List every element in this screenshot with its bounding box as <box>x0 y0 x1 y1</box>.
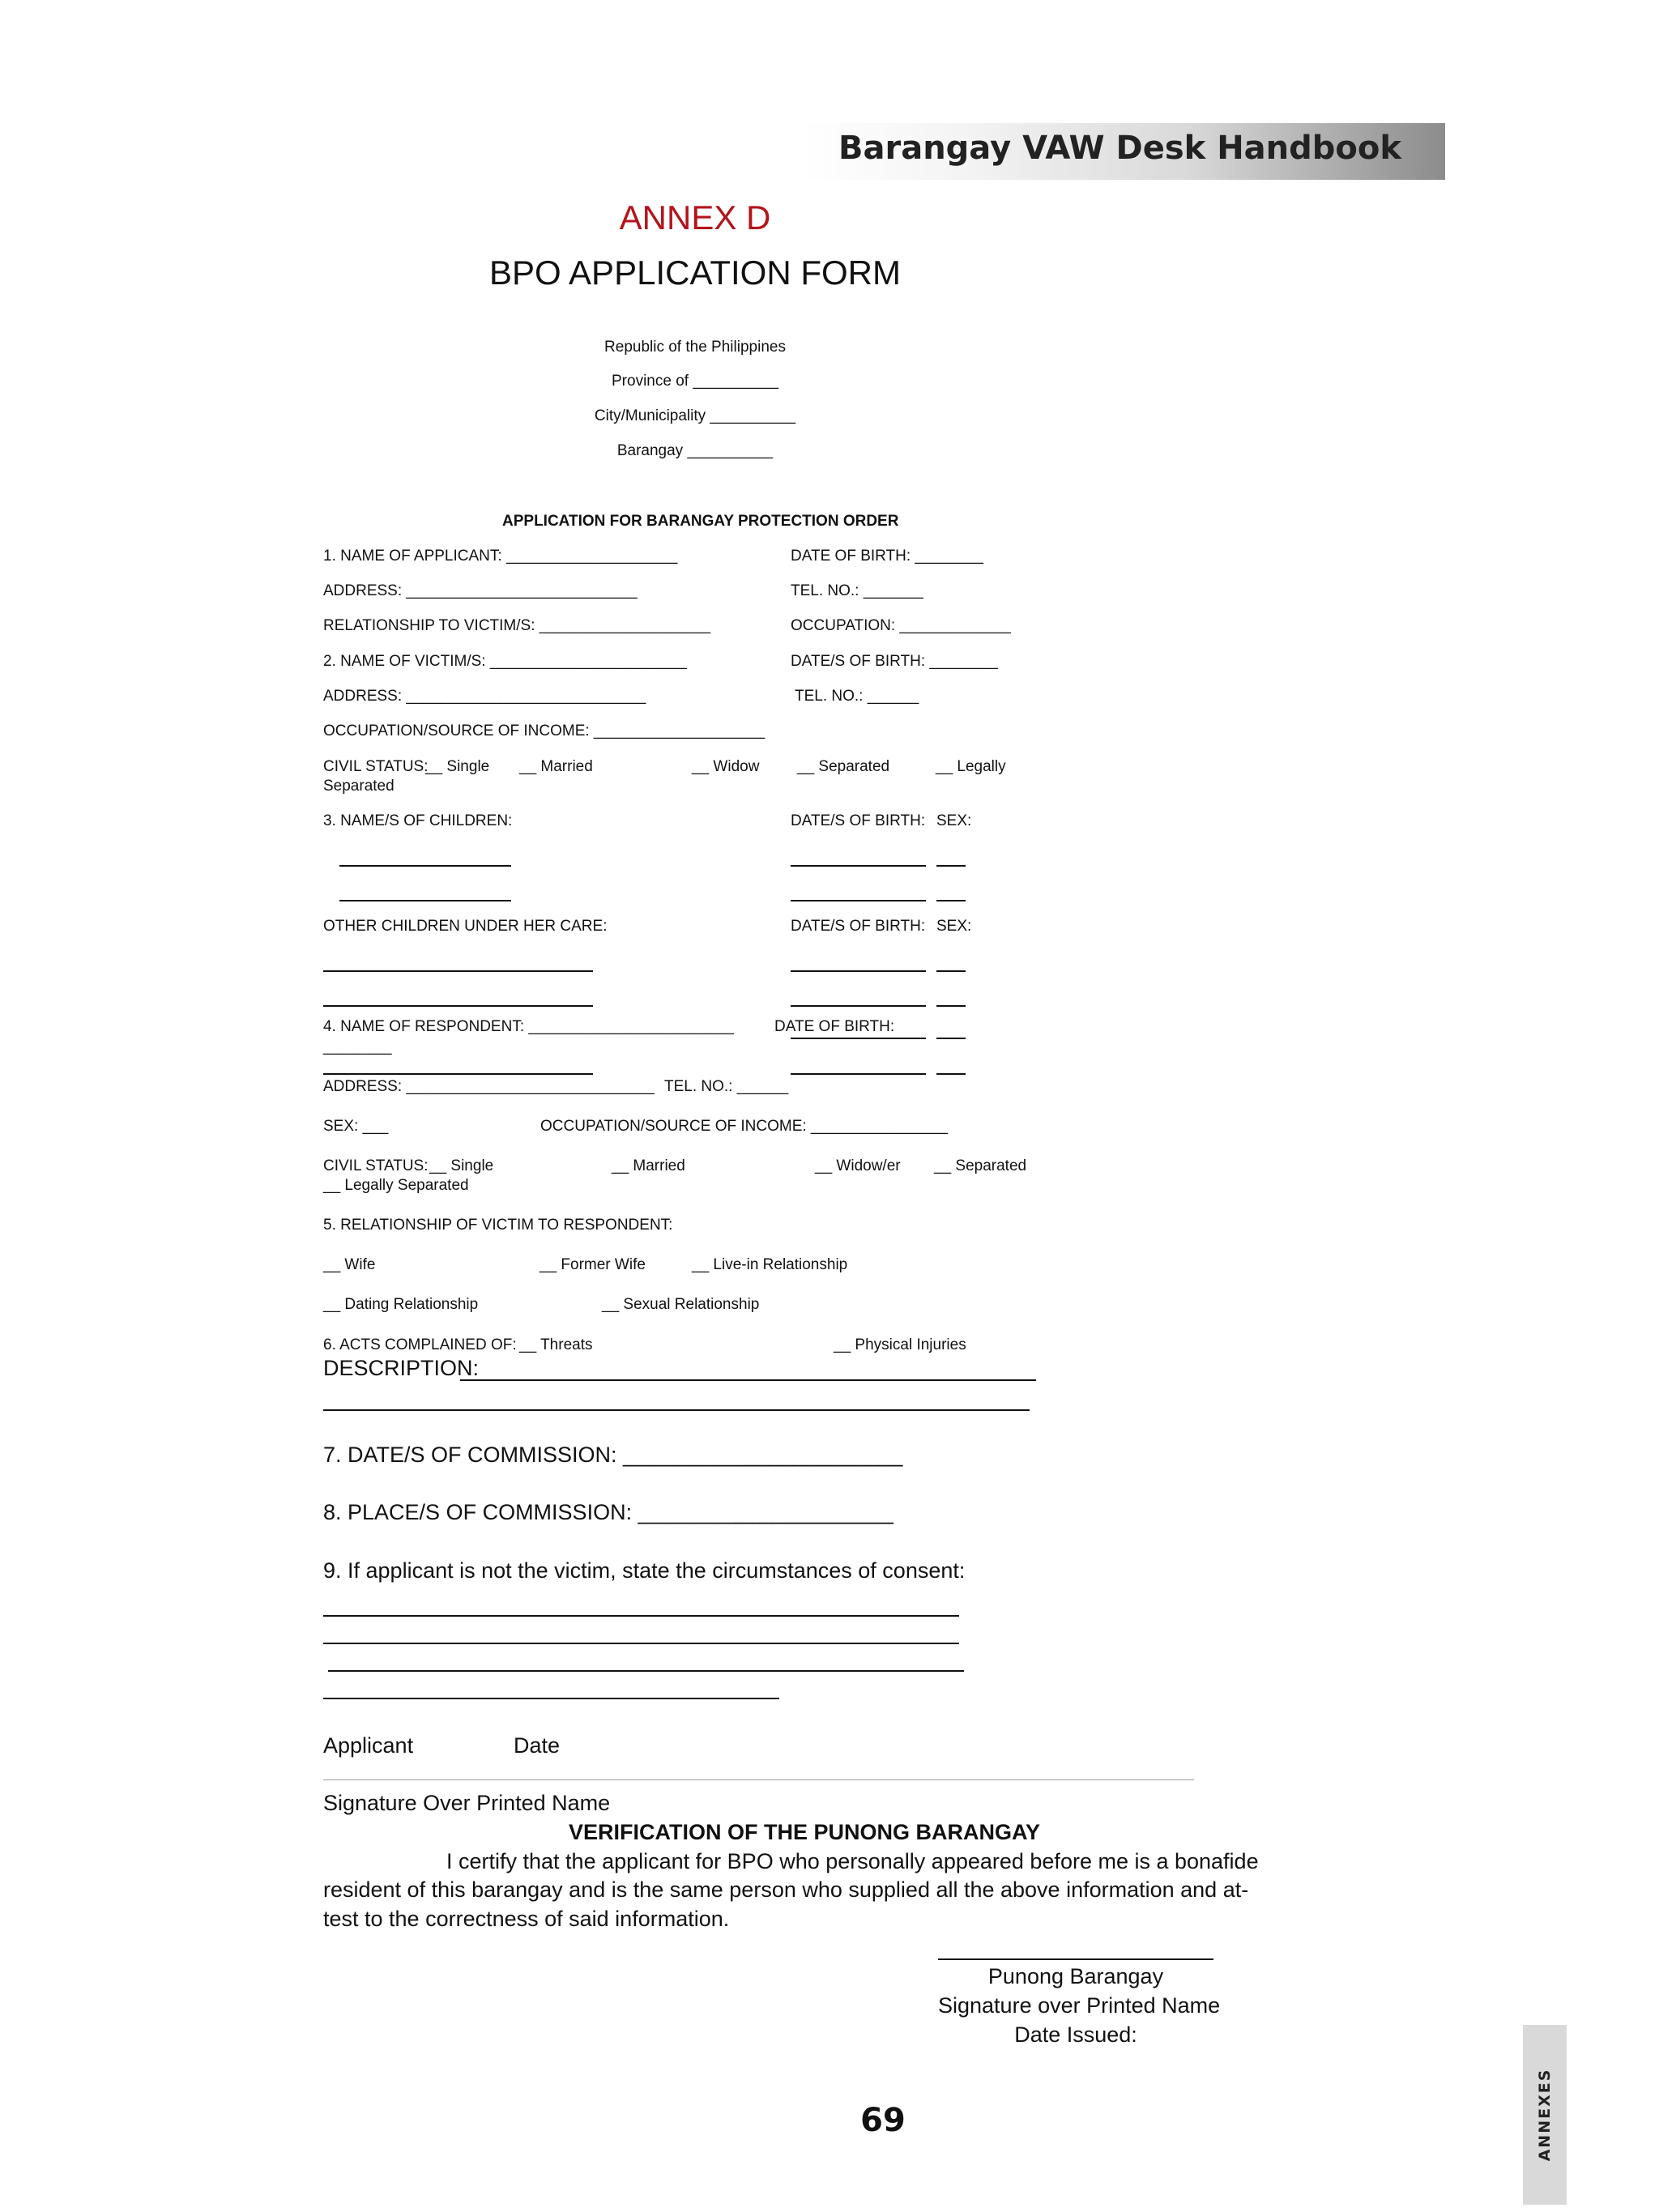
child-name-blank <box>339 865 511 867</box>
annexes-side-tab <box>1523 2025 1567 2205</box>
civil-legally-cont: Separated <box>323 778 394 795</box>
punong-barangay-label: Punong Barangay <box>987 1964 1164 1988</box>
page-number: 69 <box>860 2102 906 2139</box>
acts-threats-option: __ Threats <box>519 1336 593 1353</box>
child-sex-blank <box>936 865 966 867</box>
respondent-dob-blank <box>791 1038 926 1039</box>
other-child-dob-blank <box>791 1005 926 1007</box>
acts-physical-option: __ Physical Injuries <box>834 1336 966 1353</box>
other-child-sex-blank <box>936 1005 966 1007</box>
child-dob-blank <box>791 900 926 901</box>
consent-blank <box>323 1643 959 1644</box>
rel-wife-option: __ Wife <box>323 1256 376 1273</box>
respondent-civil-married: __ Married <box>612 1157 685 1174</box>
applicant-occupation-field: OCCUPATION: _____________ <box>791 617 1011 634</box>
relationship-respondent-label: 5. RELATIONSHIP OF VICTIM TO RESPONDENT: <box>323 1217 673 1234</box>
respondent-occupation-field: OCCUPATION/SOURCE OF INCOME: ________________ <box>540 1118 948 1135</box>
consent-blank <box>323 1698 779 1699</box>
republic-line: Republic of the Philippines <box>604 339 786 356</box>
other-child-name-blank <box>323 970 593 972</box>
applicant-date-label: Date <box>514 1733 561 1758</box>
punong-signature-blank <box>938 1958 1213 1960</box>
respondent-extra-blank <box>323 1073 593 1075</box>
consent-blank <box>328 1670 964 1672</box>
acts-label: 6. ACTS COMPLAINED OF: <box>323 1336 517 1353</box>
description-blank <box>460 1379 1036 1381</box>
respondent-sex-blank <box>936 1038 966 1039</box>
respondent-dob-field: DATE OF BIRTH: <box>774 1018 895 1035</box>
rel-former-wife-option: __ Former Wife <box>539 1256 646 1273</box>
other-child-name-blank <box>323 1005 593 1007</box>
relationship-field: RELATIONSHIP TO VICTIM/S: ____________________ <box>323 617 711 634</box>
date-issued-label: Date Issued: <box>1014 2022 1137 2047</box>
respondent-address-field: ADDRESS: _____________________________ <box>323 1078 655 1095</box>
respondent-civil-widow: __ Widow/er <box>815 1157 901 1174</box>
respondent-name-cont: ________ <box>323 1038 392 1055</box>
civil-legally-option: __ Legally <box>936 758 1006 775</box>
verification-text-line1: I certify that the applicant for BPO who personally appeared before me is a bonafide <box>446 1849 1259 1873</box>
civil-widow-option: __ Widow <box>692 758 760 775</box>
respondent-tel-field: TEL. NO.: ______ <box>664 1078 789 1095</box>
description-blank <box>323 1409 1030 1411</box>
children-label: 3. NAME/S OF CHILDREN: <box>323 812 513 829</box>
signature-line <box>323 1779 1194 1780</box>
handbook-title: Barangay VAW Desk Handbook <box>838 130 1401 167</box>
other-child-sex-blank <box>936 970 966 972</box>
applicant-signature-label: Applicant <box>323 1733 414 1758</box>
other-children-sex-label: SEX: <box>936 918 972 935</box>
punong-signature-label: Signature over Printed Name <box>938 1993 1221 2018</box>
consent-blank <box>323 1615 959 1617</box>
rel-sexual-option: __ Sexual Relationship <box>602 1296 760 1313</box>
child-dob-blank <box>791 865 926 867</box>
applicant-dob-field: DATE OF BIRTH: ________ <box>791 548 983 565</box>
respondent-civil-separated: __ Separated <box>934 1157 1027 1174</box>
child-name-blank <box>339 900 511 901</box>
barangay-line: Barangay __________ <box>616 442 774 459</box>
civil-status-label: CIVIL STATUS: <box>323 758 429 775</box>
respondent-civil-legally-separated: __ Legally Separated <box>323 1177 469 1194</box>
victim-address-field: ADDRESS: ____________________________ <box>323 688 646 705</box>
rel-live-in-option: __ Live-in Relationship <box>692 1256 848 1273</box>
respondent-extra-sex-blank <box>936 1073 966 1075</box>
verification-text-line3: test to the correctness of said information. <box>323 1907 730 1931</box>
children-sex-label: SEX: <box>936 812 972 829</box>
verification-text-line2: resident of this barangay and is the same person who supplied all the above information and at- <box>323 1877 1249 1902</box>
place-commission-field: 8. PLACE/S OF COMMISSION: _____________________ <box>323 1500 893 1524</box>
date-commission-field: 7. DATE/S OF COMMISSION: _______________________ <box>323 1443 903 1467</box>
civil-single-option: __ Single <box>425 758 490 775</box>
other-children-label: OTHER CHILDREN UNDER HER CARE: <box>323 918 608 935</box>
respondent-extra-dob-blank <box>791 1073 926 1075</box>
form-heading: APPLICATION FOR BARANGAY PROTECTION ORDER <box>502 513 899 530</box>
applicant-name-field: 1. NAME OF APPLICANT: ____________________ <box>323 548 678 565</box>
victim-dob-field: DATE/S OF BIRTH: ________ <box>791 653 998 670</box>
victim-tel-field: TEL. NO.: ______ <box>795 688 919 705</box>
respondent-civil-single: __ Single <box>429 1157 494 1174</box>
annexes-tab-label: ANNEXES <box>1536 2068 1554 2162</box>
civil-separated-option: __ Separated <box>797 758 890 775</box>
annex-label: ANNEX D <box>619 198 771 237</box>
signature-printed-name-label: Signature Over Printed Name <box>323 1791 611 1815</box>
rel-dating-option: __ Dating Relationship <box>323 1296 479 1313</box>
verification-heading: VERIFICATION OF THE PUNONG BARANGAY <box>569 1820 1041 1844</box>
respondent-name-field: 4. NAME OF RESPONDENT: ________________________ <box>323 1018 734 1035</box>
child-sex-blank <box>936 900 966 901</box>
victim-occupation-field: OCCUPATION/SOURCE OF INCOME: ____________________ <box>323 722 766 739</box>
respondent-sex-field: SEX: ___ <box>323 1118 389 1135</box>
respondent-civil-label: CIVIL STATUS: <box>323 1157 429 1174</box>
description-label: DESCRIPTION: <box>323 1356 480 1380</box>
other-child-dob-blank <box>791 970 926 972</box>
province-line: Province of __________ <box>612 373 778 390</box>
civil-married-option: __ Married <box>519 758 593 775</box>
applicant-tel-field: TEL. NO.: _______ <box>791 582 923 599</box>
other-children-dob-label: DATE/S OF BIRTH: <box>791 918 926 935</box>
consent-label: 9. If applicant is not the victim, state the circumstances of consent: <box>323 1558 966 1583</box>
city-line: City/Municipality __________ <box>594 407 796 424</box>
children-dob-label: DATE/S OF BIRTH: <box>791 812 926 829</box>
victim-name-field: 2. NAME OF VICTIM/S: _______________________ <box>323 653 687 670</box>
applicant-address-field: ADDRESS: ___________________________ <box>323 582 638 599</box>
form-title: BPO APPLICATION FORM <box>489 254 901 292</box>
